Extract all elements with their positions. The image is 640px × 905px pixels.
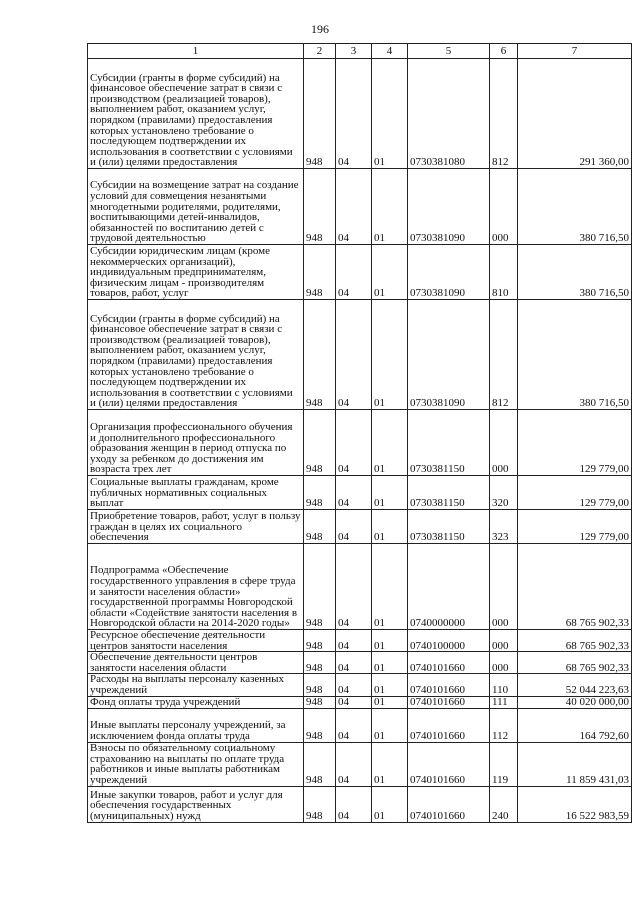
target-article-cell: 0740101660: [408, 696, 490, 708]
expense-type-cell: 111: [490, 696, 518, 708]
admin-code-cell: 948: [304, 300, 336, 410]
amount-cell: 129 779,00: [518, 510, 632, 544]
target-article-cell: 0730381150: [408, 476, 490, 510]
target-article-cell: 0740000000: [408, 544, 490, 630]
admin-code-cell: 948: [304, 696, 336, 708]
section-cell: 04: [336, 59, 372, 169]
section-cell: 04: [336, 652, 372, 674]
admin-code-cell: 948: [304, 708, 336, 742]
admin-code-cell: 948: [304, 674, 336, 696]
amount-cell: 11 859 431,03: [518, 742, 632, 786]
table-row: [88, 476, 632, 510]
subsection-cell: 01: [372, 708, 408, 742]
row-name-cell: Приобретение товаров, работ, услуг в пользу граждан в целях их социального обеспечения: [88, 510, 304, 544]
amount-cell: 129 779,00: [518, 476, 632, 510]
amount-cell: 68 765 902,33: [518, 630, 632, 652]
section-cell: 04: [336, 786, 372, 822]
subsection-cell: 01: [372, 742, 408, 786]
expense-type-cell: 000: [490, 169, 518, 245]
admin-code-cell: 948: [304, 410, 336, 476]
target-article-cell: 0730381080: [408, 59, 490, 169]
row-name-cell: Субсидии (гранты в форме субсидий) на финансовое обеспечение затрат в связи с производством (реализацией товаров), выполнением работ, оказанием услуг, порядком (правилами) предоставления которых установлено требование о последующем подтверждении их использования в соответствии с условиями и (или) целями предоставления: [88, 300, 304, 410]
target-article-cell: 0740101660: [408, 742, 490, 786]
table-row: [88, 510, 632, 544]
expense-type-cell: 320: [490, 476, 518, 510]
admin-code-cell: 948: [304, 169, 336, 245]
amount-cell: 68 765 902,33: [518, 652, 632, 674]
admin-code-cell: 948: [304, 652, 336, 674]
section-cell: 04: [336, 300, 372, 410]
admin-code-cell: 948: [304, 742, 336, 786]
table-row: [88, 169, 632, 245]
target-article-cell: 0730381090: [408, 169, 490, 245]
amount-cell: 40 020 000,00: [518, 696, 632, 708]
expense-type-cell: 240: [490, 786, 518, 822]
amount-cell: 164 792,60: [518, 708, 632, 742]
row-name-cell: Социальные выплаты гражданам, кроме публичных нормативных социальных выплат: [88, 476, 304, 510]
page-number: 196: [311, 22, 329, 36]
subsection-cell: 01: [372, 652, 408, 674]
section-cell: 04: [336, 674, 372, 696]
admin-code-cell: 948: [304, 786, 336, 822]
header-cell: 5: [408, 44, 490, 59]
header-cell: 4: [372, 44, 408, 59]
row-name-cell: Организация профессионального обучения и дополнительного профессионального образования женщин в период отпуска по уходу за ребенком до достижения им возраста трех лет: [88, 410, 304, 476]
target-article-cell: 0740101660: [408, 652, 490, 674]
admin-code-cell: 948: [304, 630, 336, 652]
table-row: [88, 245, 632, 300]
row-name-cell: Иные выплаты персоналу учреждений, за исключением фонда оплаты труда: [88, 708, 304, 742]
subsection-cell: 01: [372, 510, 408, 544]
header-cell: 2: [304, 44, 336, 59]
subsection-cell: 01: [372, 476, 408, 510]
subsection-cell: 01: [372, 169, 408, 245]
amount-cell: 16 522 983,59: [518, 786, 632, 822]
row-name-cell: Расходы на выплаты персоналу казенных учреждений: [88, 674, 304, 696]
section-cell: 04: [336, 544, 372, 630]
amount-cell: 380 716,50: [518, 245, 632, 300]
subsection-cell: 01: [372, 630, 408, 652]
row-name-cell: Фонд оплаты труда учреждений: [88, 696, 304, 708]
row-name-cell: Ресурсное обеспечение деятельности центров занятости населения: [88, 630, 304, 652]
subsection-cell: 01: [372, 674, 408, 696]
expense-type-cell: 812: [490, 59, 518, 169]
budget-table: [87, 43, 632, 823]
subsection-cell: 01: [372, 696, 408, 708]
expense-type-cell: 812: [490, 300, 518, 410]
target-article-cell: 0740100000: [408, 630, 490, 652]
section-cell: 04: [336, 245, 372, 300]
amount-cell: 52 044 223,63: [518, 674, 632, 696]
amount-cell: 291 360,00: [518, 59, 632, 169]
expense-type-cell: 000: [490, 410, 518, 476]
table-row: [88, 300, 632, 410]
row-name-cell: Субсидии на возмещение затрат на создание условий для совмещения незанятыми многодетными родителями, родителями, воспитывающими детей-инвалидов, обязанностей по воспитанию детей с трудовой деятельностью: [88, 169, 304, 245]
table-row: [88, 410, 632, 476]
target-article-cell: 0730381090: [408, 300, 490, 410]
header-cell: 3: [336, 44, 372, 59]
target-article-cell: 0740101660: [408, 786, 490, 822]
section-cell: 04: [336, 410, 372, 476]
row-name-cell: Взносы по обязательному социальному страхованию на выплаты по оплате труда работников и иные выплаты работникам учреждений: [88, 742, 304, 786]
amount-cell: 68 765 902,33: [518, 544, 632, 630]
row-name-cell: Иные закупки товаров, работ и услуг для обеспечения государственных (муниципальных) нужд: [88, 786, 304, 822]
admin-code-cell: 948: [304, 544, 336, 630]
amount-cell: 380 716,50: [518, 169, 632, 245]
row-name-cell: Субсидии (гранты в форме субсидий) на финансовое обеспечение затрат в связи с производством (реализацией товаров), выполнением работ, оказанием услуг, порядком (правилами) предоставления которых установлено требование о последующем подтверждении их использования в соответствии с условиями и (или) целями предоставления: [88, 59, 304, 169]
subsection-cell: 01: [372, 245, 408, 300]
table-row: [88, 696, 632, 708]
admin-code-cell: 948: [304, 476, 336, 510]
section-cell: 04: [336, 742, 372, 786]
header-cell: 6: [490, 44, 518, 59]
subsection-cell: 01: [372, 544, 408, 630]
expense-type-cell: 000: [490, 652, 518, 674]
table-row: [88, 708, 632, 742]
section-cell: 04: [336, 476, 372, 510]
section-cell: 04: [336, 630, 372, 652]
amount-cell: 129 779,00: [518, 410, 632, 476]
expense-type-cell: 323: [490, 510, 518, 544]
expense-type-cell: 000: [490, 544, 518, 630]
header-cell: 1: [88, 44, 304, 59]
subsection-cell: 01: [372, 300, 408, 410]
table-row: [88, 652, 632, 674]
expense-type-cell: 000: [490, 630, 518, 652]
target-article-cell: 0730381090: [408, 245, 490, 300]
table-row: [88, 59, 632, 169]
target-article-cell: 0730381150: [408, 510, 490, 544]
subsection-cell: 01: [372, 410, 408, 476]
row-name-cell: Субсидии юридическим лицам (кроме некоммерческих организаций), индивидуальным предпринимателям, физическим лицам - производителям товаров, работ, услуг: [88, 245, 304, 300]
section-cell: 04: [336, 169, 372, 245]
admin-code-cell: 948: [304, 245, 336, 300]
expense-type-cell: 112: [490, 708, 518, 742]
section-cell: 04: [336, 696, 372, 708]
section-cell: 04: [336, 708, 372, 742]
subsection-cell: 01: [372, 786, 408, 822]
subsection-cell: 01: [372, 59, 408, 169]
target-article-cell: 0730381150: [408, 410, 490, 476]
expense-type-cell: 810: [490, 245, 518, 300]
table-row: [88, 674, 632, 696]
table-row: [88, 544, 632, 630]
amount-cell: 380 716,50: [518, 300, 632, 410]
target-article-cell: 0740101660: [408, 674, 490, 696]
row-name-cell: Обеспечение деятельности центров занятости населения области: [88, 652, 304, 674]
table-row: [88, 742, 632, 786]
table-row: [88, 630, 632, 652]
row-name-cell: Подпрограмма «Обеспечение государственного управления в сфере труда и занятости населения области» государственной программы Новгородской области «Содействие занятости населения в Новгородской области на 2014-2020 годы»: [88, 544, 304, 630]
expense-type-cell: 119: [490, 742, 518, 786]
table-row: [88, 786, 632, 822]
expense-type-cell: 110: [490, 674, 518, 696]
admin-code-cell: 948: [304, 59, 336, 169]
header-cell: 7: [518, 44, 632, 59]
section-cell: 04: [336, 510, 372, 544]
target-article-cell: 0740101660: [408, 708, 490, 742]
header-row: [88, 44, 632, 59]
admin-code-cell: 948: [304, 510, 336, 544]
